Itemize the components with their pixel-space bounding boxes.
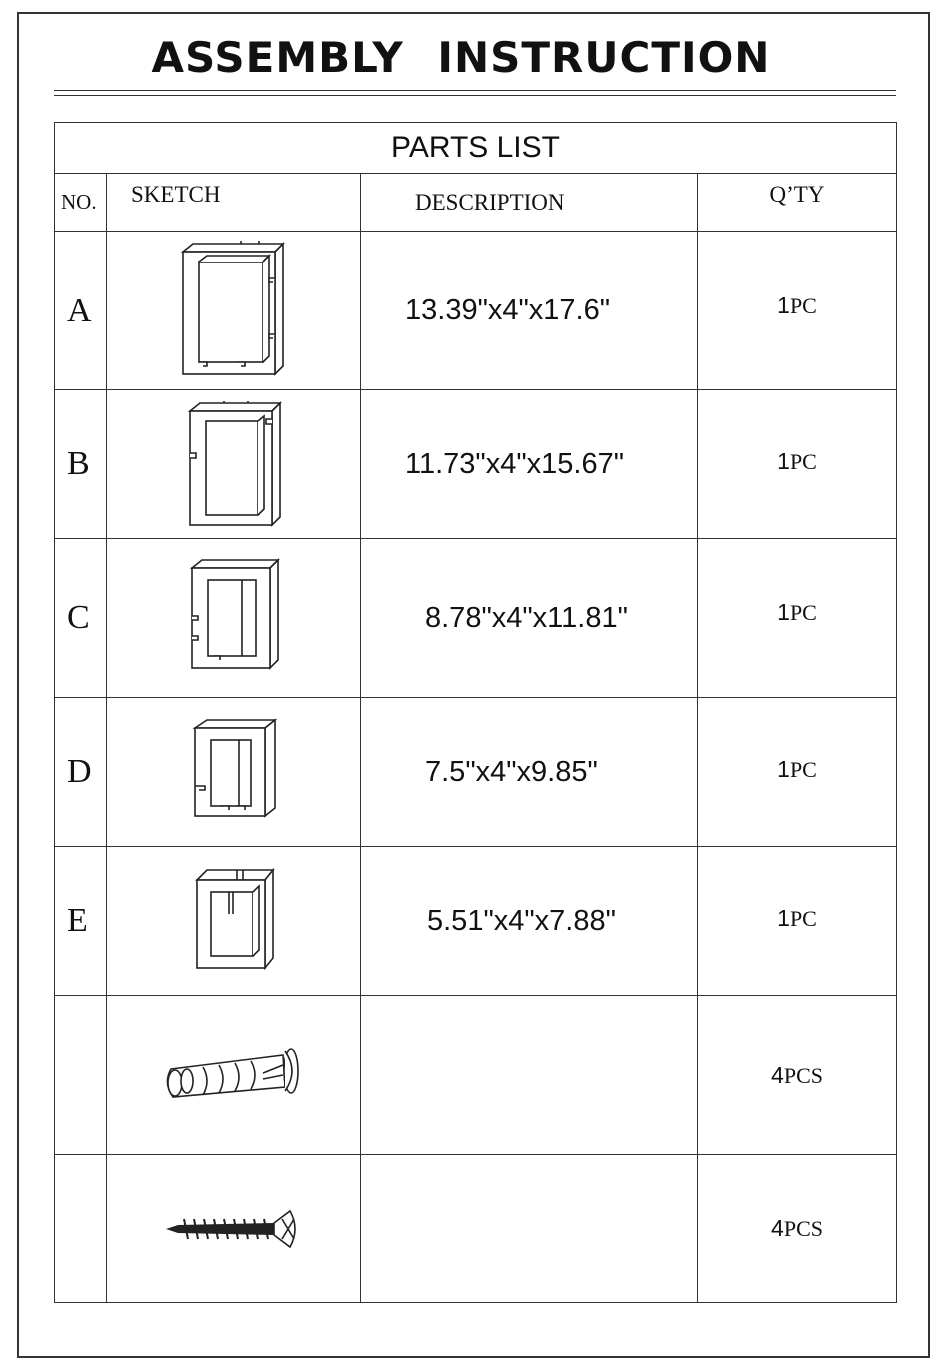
- qty-number: 1: [777, 905, 790, 931]
- part-no: [55, 1155, 107, 1303]
- parts-list-table: [54, 122, 897, 1303]
- frame-sketch-icon: [184, 397, 284, 532]
- part-qty: [698, 390, 897, 539]
- table-row: [55, 698, 897, 847]
- qty-number: 1: [777, 756, 790, 782]
- document-title: ASSEMBLY INSTRUCTION: [151, 33, 771, 82]
- table-row: [55, 232, 897, 390]
- qty-unit: PC: [789, 600, 817, 625]
- part-sketch: [107, 232, 361, 390]
- header-qty: Q’TY: [698, 174, 897, 232]
- qty-unit: PCS: [783, 1062, 823, 1088]
- table-row: [55, 1155, 897, 1303]
- qty-unit: PC: [789, 293, 817, 318]
- part-qty: [698, 232, 897, 390]
- medium-frame-sketch-icon: [186, 556, 282, 680]
- part-sketch: [107, 847, 361, 996]
- qty-number: 4: [771, 1215, 784, 1241]
- part-sketch: [107, 1155, 361, 1303]
- qty-number: 1: [777, 599, 790, 625]
- part-qty: [698, 539, 897, 698]
- part-no: D: [55, 698, 107, 847]
- qty-unit: PC: [789, 906, 817, 931]
- part-qty: [698, 847, 897, 996]
- part-no: E: [55, 847, 107, 996]
- part-qty: [698, 698, 897, 847]
- part-description: 8.78"x4"x11.81": [361, 539, 698, 698]
- header-sketch: SKETCH: [107, 174, 361, 232]
- part-description: [361, 996, 698, 1155]
- qty-number: 1: [777, 292, 790, 318]
- part-sketch: [107, 390, 361, 539]
- part-description: [361, 1155, 698, 1303]
- table-row: [55, 996, 897, 1155]
- part-description: 5.51"x4"x7.88": [361, 847, 698, 996]
- part-no: C: [55, 539, 107, 698]
- large-frame-sketch-icon: [179, 238, 289, 383]
- parts-list-caption: PARTS LIST: [55, 123, 897, 174]
- small-frame-sketch-icon: [189, 716, 279, 828]
- qty-number: 1: [777, 448, 790, 474]
- header-row: [55, 174, 897, 232]
- qty-number: 4: [771, 1061, 784, 1088]
- part-no: A: [55, 232, 107, 390]
- title-underline: [54, 90, 896, 91]
- part-description: 13.39"x4"x17.6": [361, 232, 698, 390]
- part-qty: [698, 1155, 897, 1303]
- title-underline-second: [54, 95, 896, 96]
- smallest-frame-sketch-icon: [191, 866, 277, 976]
- part-sketch: [107, 698, 361, 847]
- qty-unit: PC: [789, 449, 817, 474]
- header-no: NO.: [55, 174, 107, 232]
- part-no: B: [55, 390, 107, 539]
- screw-icon: [164, 1207, 304, 1251]
- part-description: 7.5"x4"x9.85": [361, 698, 698, 847]
- part-no: [55, 996, 107, 1155]
- part-sketch: [107, 539, 361, 698]
- table-row: [55, 847, 897, 996]
- table-row: [55, 390, 897, 539]
- qty-unit: PCS: [783, 1216, 823, 1241]
- wall-anchor-icon: [159, 1045, 309, 1105]
- part-sketch: [107, 996, 361, 1155]
- part-description: 11.73"x4"x15.67": [361, 390, 698, 539]
- header-description: DESCRIPTION: [361, 174, 698, 232]
- table-row: [55, 539, 897, 698]
- part-qty: [698, 996, 897, 1155]
- qty-unit: PC: [789, 757, 817, 782]
